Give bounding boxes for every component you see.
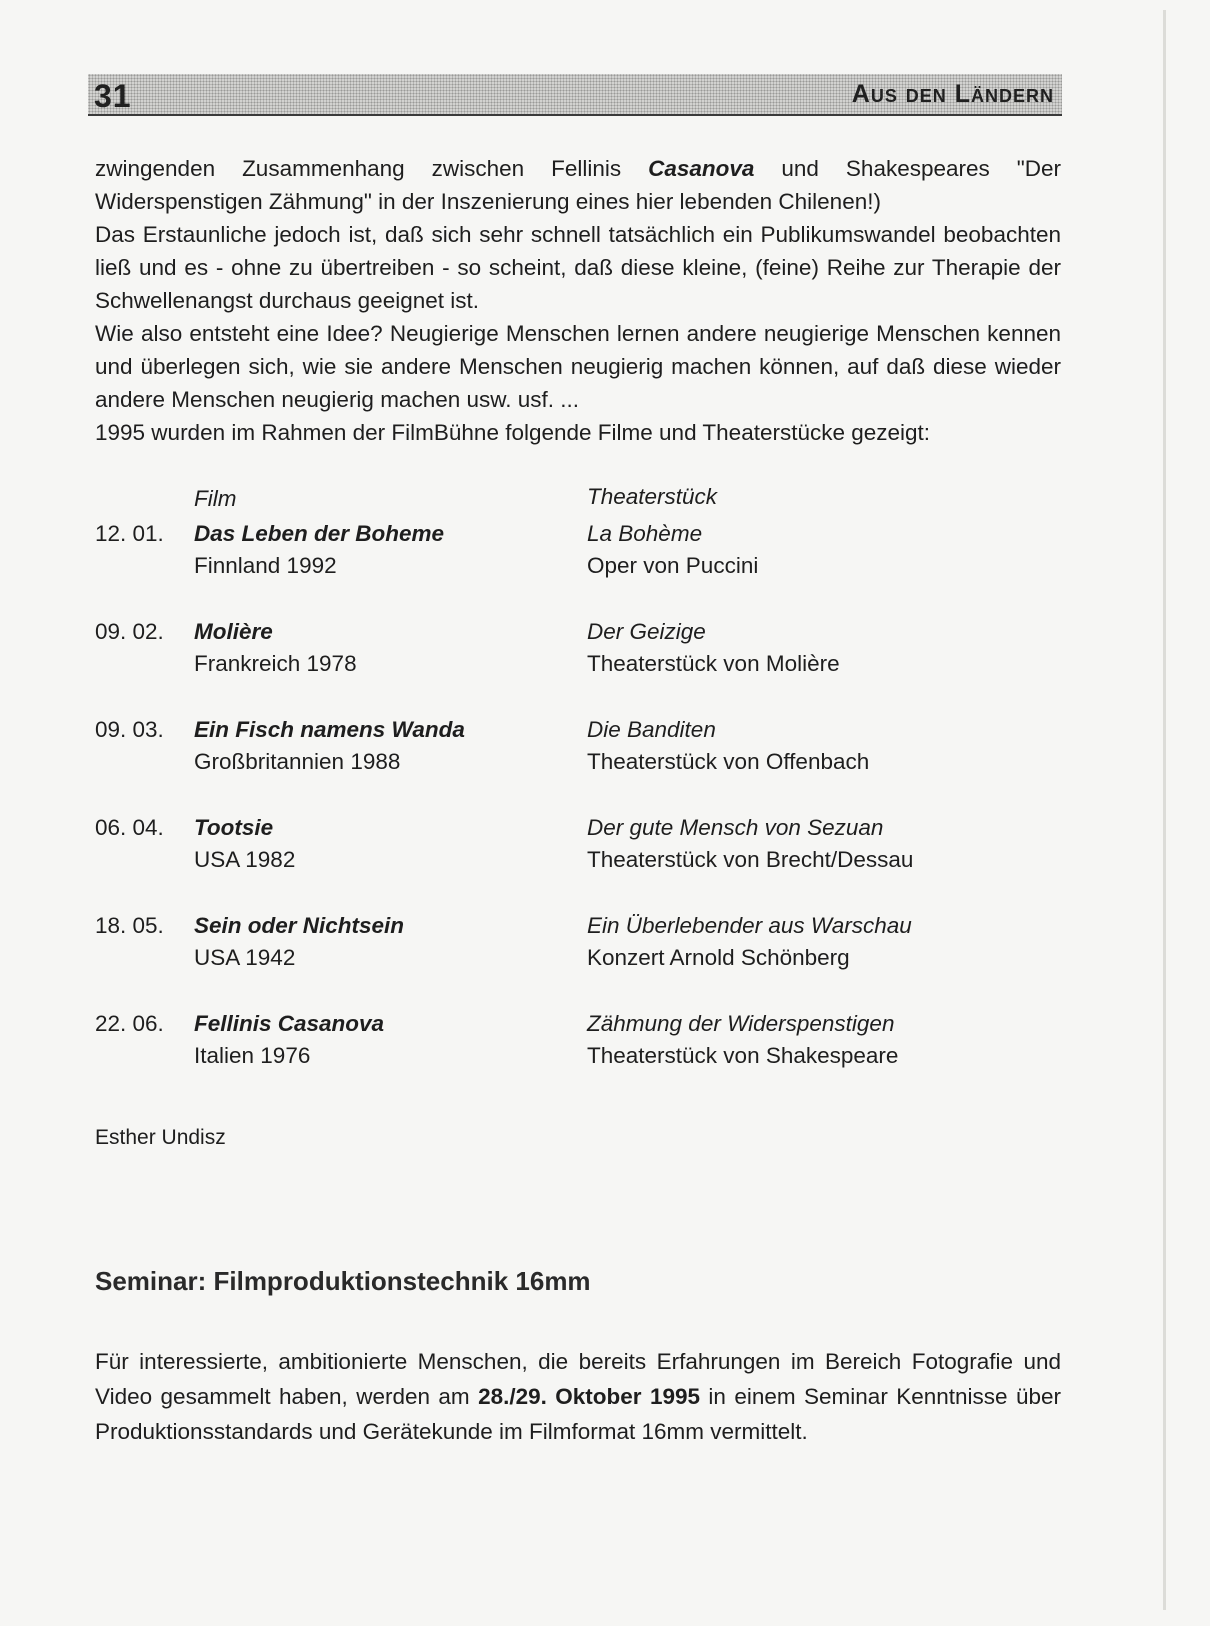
film-title: Molière: [194, 619, 273, 644]
program-film: [194, 518, 574, 582]
stage-title: Zähmung der Widerspenstigen: [587, 1011, 895, 1036]
program-stage: [587, 1008, 1057, 1072]
column-header-stage: Theaterstück: [587, 484, 718, 509]
film-title: Tootsie: [194, 815, 274, 840]
program-stage: [587, 910, 1057, 974]
program-row: [95, 812, 1061, 910]
program-date: 06. 04.: [95, 815, 164, 840]
program-stage: [587, 616, 1057, 680]
column-header-film: Film: [194, 486, 237, 511]
stage-title: Der gute Mensch von Sezuan: [587, 815, 884, 840]
film-info: Finnland 1992: [194, 553, 337, 578]
program-stage: [587, 714, 1057, 778]
author-signature: Esther Undisz: [95, 1126, 226, 1149]
page-header: [88, 74, 1062, 116]
film-info: USA 1982: [194, 847, 296, 872]
intro-text: [95, 152, 1061, 449]
stage-info: Theaterstück von Molière: [587, 651, 840, 676]
program-stage: [587, 518, 1057, 582]
program-row: [95, 616, 1061, 714]
section-title: Aus den Ländern: [851, 80, 1054, 108]
program-list: [95, 518, 1061, 1106]
page-edge: [1163, 10, 1166, 1610]
seminar-heading: Seminar: Filmproduktionstechnik 16mm: [95, 1266, 591, 1296]
stage-info: Konzert Arnold Schönberg: [587, 945, 850, 970]
stage-info: Theaterstück von Offenbach: [587, 749, 870, 774]
intro-p1-end: und Shakespeares "Der Widerspenstigen Zähmung" in der Inszenierung eines hier lebenden Chilenen!): [95, 156, 1061, 214]
program-film: [194, 812, 574, 876]
program-date: 09. 03.: [95, 717, 164, 742]
program-row: [95, 518, 1061, 616]
program-date: 22. 06.: [95, 1011, 164, 1036]
film-info: Italien 1976: [194, 1043, 311, 1068]
intro-paragraph-1: [95, 152, 1061, 218]
program-row: [95, 714, 1061, 812]
page-number: 31: [94, 78, 132, 114]
intro-paragraph-3: Wie also entsteht eine Idee? Neugierige Menschen lernen andere neugierige Menschen kennen und überlegen sich, wie sie andere Menschen neugierig machen können, auf daß diese wieder andere Menschen neugierig machen usw. usf. ...: [95, 321, 1061, 412]
intro-paragraph-2: Das Erstaunliche jedoch ist, daß sich sehr schnell tatsächlich ein Publikumswandel beobachten ließ und es - ohne zu übertreiben - so scheint, daß diese kleine, (feine) Reihe zur Therapie der Schwellenangst durchaus geeignet ist.: [95, 222, 1061, 313]
film-info: USA 1942: [194, 945, 296, 970]
stage-title: Ein Überlebender aus Warschau: [587, 913, 912, 938]
program-film: [194, 1008, 574, 1072]
program-row: [95, 1008, 1061, 1106]
seminar-text-end: in einem Seminar Kenntnisse über Produktionsstandards und Gerätekunde im Filmformat 16mm vermittelt.: [95, 1384, 1061, 1444]
program-date: 18. 05.: [95, 913, 164, 938]
program-film: [194, 910, 574, 974]
program-stage: [587, 812, 1057, 876]
program-date: 12. 01.: [95, 521, 164, 546]
film-title: Das Leben der Boheme: [194, 521, 445, 546]
stage-info: Oper von Puccini: [587, 553, 759, 578]
program-film: [194, 714, 574, 778]
stage-info: Theaterstück von Shakespeare: [587, 1043, 899, 1068]
program-row: [95, 910, 1061, 1008]
seminar-text-start: Für interessierte, ambitionierte Menschen, die bereits Erfahrungen im Bereich Fotografie und Video gesammelt haben, werden am: [95, 1349, 1061, 1409]
stage-title: Der Geizige: [587, 619, 706, 644]
seminar-text: [95, 1344, 1061, 1449]
film-info: Großbritannien 1988: [194, 749, 401, 774]
film-title: Fellinis Casanova: [194, 1011, 385, 1036]
film-title: Ein Fisch namens Wanda: [194, 717, 465, 742]
seminar-date: 28./29. Oktober 1995: [478, 1384, 701, 1409]
film-title: Sein oder Nichtsein: [194, 913, 405, 938]
stage-info: Theaterstück von Brecht/Dessau: [587, 847, 914, 872]
program-date: 09. 02.: [95, 619, 164, 644]
intro-p1-film-title: Casanova: [648, 156, 755, 181]
stage-title: La Bohème: [587, 521, 703, 546]
program-film: [194, 616, 574, 680]
intro-p1-start: zwingenden Zusammenhang zwischen Fellinis: [95, 156, 649, 181]
stage-title: Die Banditen: [587, 717, 716, 742]
film-info: Frankreich 1978: [194, 651, 357, 676]
intro-paragraph-4: 1995 wurden im Rahmen der FilmBühne folgende Filme und Theaterstücke gezeigt:: [95, 420, 931, 445]
